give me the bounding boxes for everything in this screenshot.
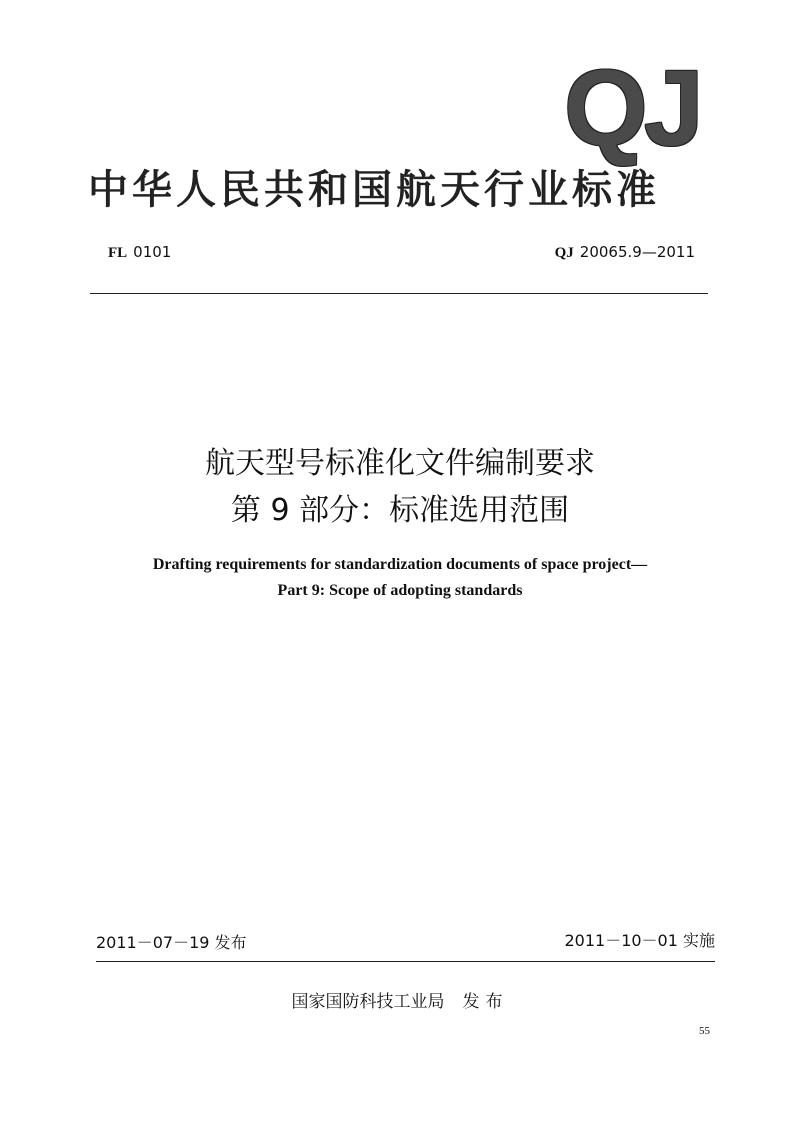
publisher-name: 国家国防科技工业局: [291, 992, 445, 1012]
title-chinese-line1: 航天型号标准化文件编制要求: [205, 446, 595, 481]
issue-date: 2011－07－19 发布: [96, 933, 247, 952]
qj-logo: QJ: [563, 47, 700, 168]
title-english-line2: Part 9: Scope of adopting standards: [277, 582, 523, 599]
agency-title: 中华人民共和国航天行业标准: [88, 167, 660, 213]
classification-number: 0101: [133, 243, 172, 261]
title-chinese-line2: 第 9 部分：标准选用范围: [230, 493, 570, 528]
publish-verb: 发布: [462, 992, 509, 1012]
standard-prefix: QJ: [554, 245, 574, 261]
footer-divider: [96, 961, 715, 962]
classification-prefix: FL: [108, 245, 128, 261]
standard-number: [470, 242, 695, 263]
title-english-line1: Drafting requirements for standardization documents of space project—: [152, 556, 648, 573]
standard-number-value: 20065.9—2011: [579, 243, 695, 261]
header-divider: [90, 293, 708, 294]
page-number: 55: [699, 1025, 710, 1037]
publisher: [0, 990, 800, 1014]
classification-code: [108, 242, 171, 263]
implementation-date: 2011－10－01 实施: [564, 931, 715, 950]
